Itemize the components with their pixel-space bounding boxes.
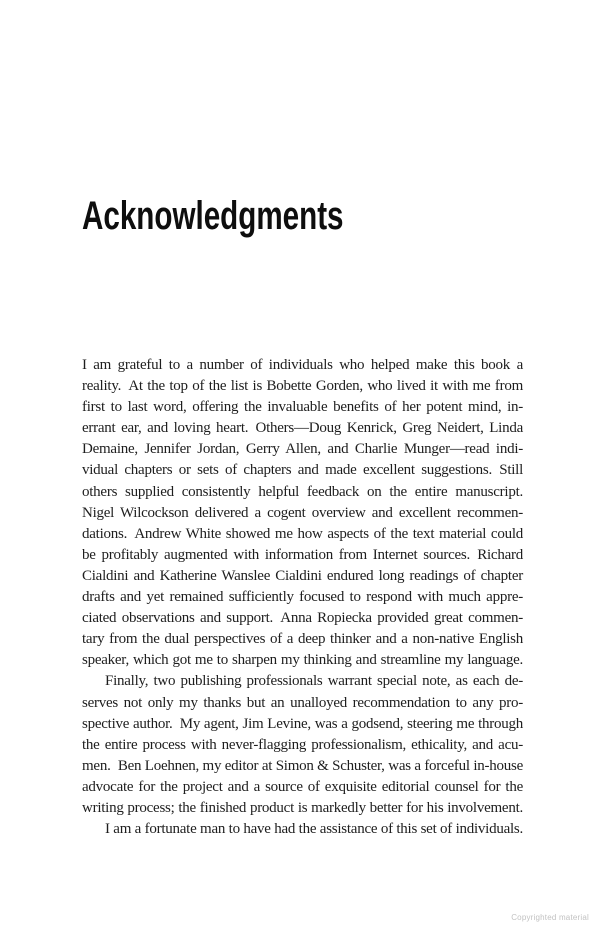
text-line: be profitably augmented with information from Internet sources. Richard: [82, 546, 523, 563]
text-line: others supplied consistently helpful feedback on the entire manuscript.: [82, 483, 523, 500]
text-line: reality. At the top of the list is Bobette Gorden, who lived it with me from: [82, 378, 523, 395]
text-line: spective author. My agent, Jim Levine, was a godsend, steering me through: [82, 715, 523, 732]
paragraph: [82, 671, 523, 819]
text-line: tary from the dual perspectives of a deep thinker and a non-native English: [82, 631, 523, 648]
text-line: dations. Andrew White showed me how aspects of the text material could: [82, 525, 523, 542]
text-line: Finally, two publishing professionals warrant special note, as each de-: [105, 673, 523, 690]
text-line: ciated observations and support. Anna Ropiecka provided great commen-: [82, 610, 523, 627]
text-line: serves not only my thanks but an unalloyed recommendation to any pro-: [82, 694, 523, 711]
chapter-title: Acknowledgments: [82, 194, 344, 238]
text-line: Nigel Wilcockson delivered a cogent overview and excellent recommen-: [82, 504, 523, 521]
text-line: vidual chapters or sets of chapters and made excellent suggestions. Still: [82, 462, 523, 479]
text-line: I am grateful to a number of individuals who helped make this book a: [82, 357, 523, 373]
text-line: first to last word, offering the invaluable benefits of her potent mind, in-: [82, 399, 523, 416]
paragraph: [82, 355, 523, 671]
text-line: the entire process with never-flagging professionalism, ethicality, and acu-: [82, 736, 523, 753]
text-line: I am a fortunate man to have had the assistance of this set of individuals.: [105, 821, 523, 838]
text-line: speaker, which got me to sharpen my thinking and streamline my language.: [82, 652, 523, 669]
text-line: Demaine, Jennifer Jordan, Gerry Allen, and Charlie Munger—read indi-: [82, 441, 523, 458]
text-line: writing process; the finished product is markedly better for his involvement.: [82, 799, 523, 816]
text-line: errant ear, and loving heart. Others—Doug Kenrick, Greg Neidert, Linda: [82, 420, 523, 437]
text-line: advocate for the project and a source of exquisite editorial counsel for the: [82, 778, 523, 795]
text-line: drafts and yet remained sufficiently focused to respond with much appre-: [82, 589, 523, 606]
body-text: [82, 355, 523, 840]
copyright-watermark: Copyrighted material: [511, 913, 589, 922]
paragraph: [82, 819, 523, 840]
text-line: men. Ben Loehnen, my editor at Simon & Schuster, was a forceful in-house: [82, 757, 523, 774]
text-line: Cialdini and Katherine Wanslee Cialdini endured long readings of chapter: [82, 567, 523, 584]
